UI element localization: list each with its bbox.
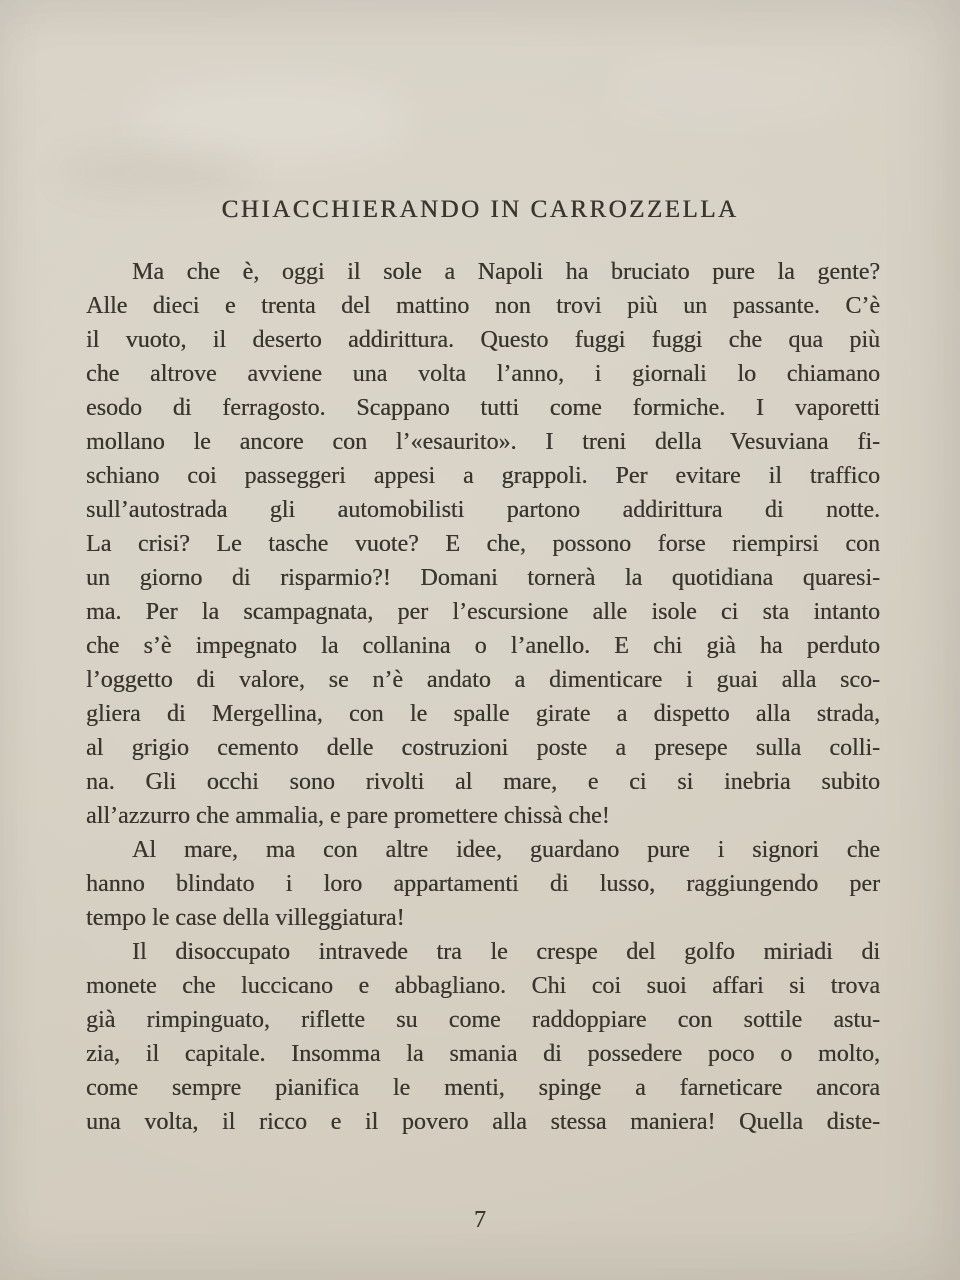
text-line: ma. Per la scampagnata, per l’escursione alle isole ci sta intanto: [86, 599, 880, 625]
text-line: all’azzurro che ammalia, e pare promettere chissà che!: [86, 803, 610, 829]
text-line: che altrove avviene una volta l’anno, i giornali lo chiamano: [86, 361, 880, 387]
text-line: mollano le ancore con l’«esaurito». I treni della Vesuviana fi-: [86, 429, 880, 455]
text-block: [0, 255, 960, 1139]
text-line: monete che luccicano e abbagliano. Chi coi suoi affari si trova: [86, 973, 880, 999]
text-line: La crisi? Le tasche vuote? E che, possono forse riempirsi con: [86, 531, 880, 557]
text-line: Al mare, ma con altre idee, guardano pure i signori che: [132, 837, 880, 863]
text-line: Il disoccupato intravede tra le crespe del golfo miriadi di: [132, 939, 880, 965]
text-line: schiano coi passeggeri appesi a grappoli. Per evitare il traffico: [86, 463, 880, 489]
text-line: il vuoto, il deserto addirittura. Questo fuggi fuggi che qua più: [86, 327, 880, 353]
text-line: già rimpinguato, riflette su come raddoppiare con sottile astu-: [86, 1007, 880, 1033]
text-line: che s’è impegnato la collanina o l’anello. E chi già ha perduto: [86, 633, 880, 659]
text-line: un giorno di risparmio?! Domani tornerà la quotidiana quaresi-: [86, 565, 880, 591]
text-line: come sempre pianifica le menti, spinge a farneticare ancora: [86, 1075, 880, 1101]
text-line: al grigio cemento delle costruzioni poste a presepe sulla colli-: [86, 735, 880, 761]
text-line: una volta, il ricco e il povero alla stessa maniera! Quella diste-: [86, 1109, 880, 1135]
text-line: hanno blindato i loro appartamenti di lusso, raggiungendo per: [86, 871, 880, 897]
page-number: 7: [474, 1207, 486, 1233]
text-line: tempo le case della villeggiatura!: [86, 905, 405, 931]
text-line: Ma che è, oggi il sole a Napoli ha bruciato pure la gente?: [132, 259, 880, 285]
text-line: sull’autostrada gli automobilisti partono addirittura di notte.: [86, 497, 880, 523]
text-line: Alle dieci e trenta del mattino non trovi più un passante. C’è: [86, 293, 880, 319]
text-line: na. Gli occhi sono rivolti al mare, e ci si inebria subito: [86, 769, 880, 795]
text-line: l’oggetto di valore, se n’è andato a dimenticare i guai alla sco-: [86, 667, 880, 693]
text-line: zia, il capitale. Insomma la smania di possedere poco o molto,: [86, 1041, 880, 1067]
text-line: esodo di ferragosto. Scappano tutti come formiche. I vaporetti: [86, 395, 880, 421]
text-line: gliera di Mergellina, con le spalle girate a dispetto alla strada,: [86, 701, 880, 727]
chapter-title: CHIACCHIERANDO IN CARROZZELLA: [221, 196, 739, 223]
